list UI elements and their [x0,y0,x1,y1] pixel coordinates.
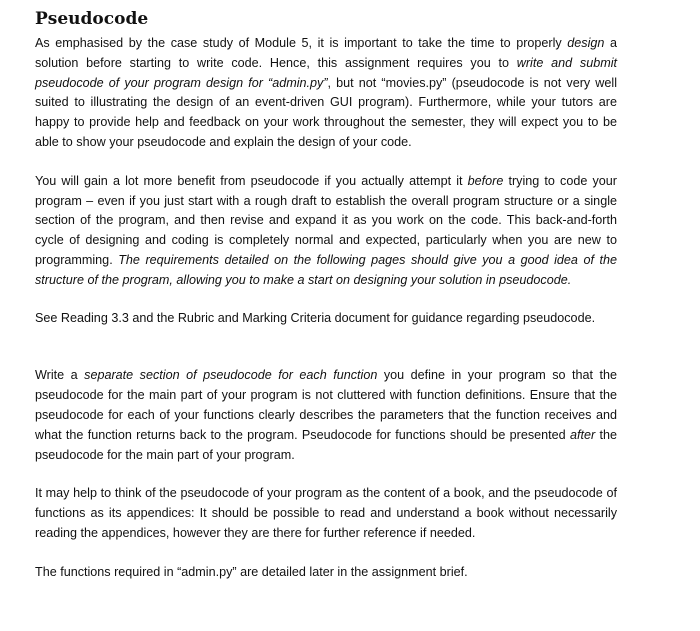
paragraph-function-sections [35,366,617,465]
document-page [35,8,617,583]
paragraph-functions-required [35,563,617,583]
paragraph-spacer [35,153,617,172]
text-run: Write a [35,368,85,383]
text-run: you define in your program so that the pseudocode for the main part of your program is not cluttered with function definitions. Ensure that the pseudocode for each of your functions clearly describes the parameters that the function receives and what the function returns back to the program. Pseudocode for functions should be presented [35,368,618,442]
paragraph-spacer [35,328,617,366]
paragraph-reading-reference [35,309,617,329]
text-run: You will gain a lot more benefit from pseudocode if you actually attempt it [35,173,468,188]
text-run: See Reading 3.3 and the Rubric and Marking Criteria document for guidance regarding pseudocode. [35,310,596,325]
text-run: a solution before starting to write code. Hence, this assignment requires you to [35,36,617,70]
paragraph-book-analogy [35,484,617,543]
text-run-italic: separate section of pseudocode for each function [84,368,378,383]
text-run: As emphasised by the case study of Module 5, it is important to take the time to properly [35,36,568,50]
text-run-italic: The requirements detailed on the following pages should give you a good idea of the structure of the program, allowing you to make a start on designing your solution in pseudocode. [35,252,617,287]
text-run-italic: write and submit pseudocode of your program design for “admin.py” [35,55,617,90]
text-run: , but not “movies.py” (pseudocode is not very well suited to illustrating the design of an event-driven GUI program). Furthermore, while your tutors are happy to provide help and feedback on your work throughout the semester, they will expect you to be able to show your pseudocode and explain the design of your code. [35,75,618,149]
text-run: The functions required in “admin.py” are detailed later in the assignment brief. [35,564,468,579]
text-run-italic: design [567,36,605,50]
paragraph-design-intro [35,34,617,153]
paragraph-spacer [35,544,617,563]
text-run-italic: after [569,427,596,442]
text-run-italic: before [467,173,504,188]
paragraph-benefit [35,172,617,291]
section-heading: Pseudocode [35,9,149,29]
text-run: the pseudocode for the main part of your program. [35,427,617,462]
paragraph-spacer [35,291,617,309]
text-run: trying to code your program – even if you just start with a rough draft to establish the overall program structure or a single section of the program, and then revise and expand it as you work on the code. This back-and-forth cycle of designing and coding is completely normal and expected, particularly when you are new to programming. [35,173,617,267]
text-run: It may help to think of the pseudocode of your program as the content of a book, and the pseudocode of functions as its appendices: It should be possible to read and understand a book without necessarily reading the appendices, however they are there for further reference if needed. [35,486,617,540]
paragraph-spacer [35,465,617,484]
